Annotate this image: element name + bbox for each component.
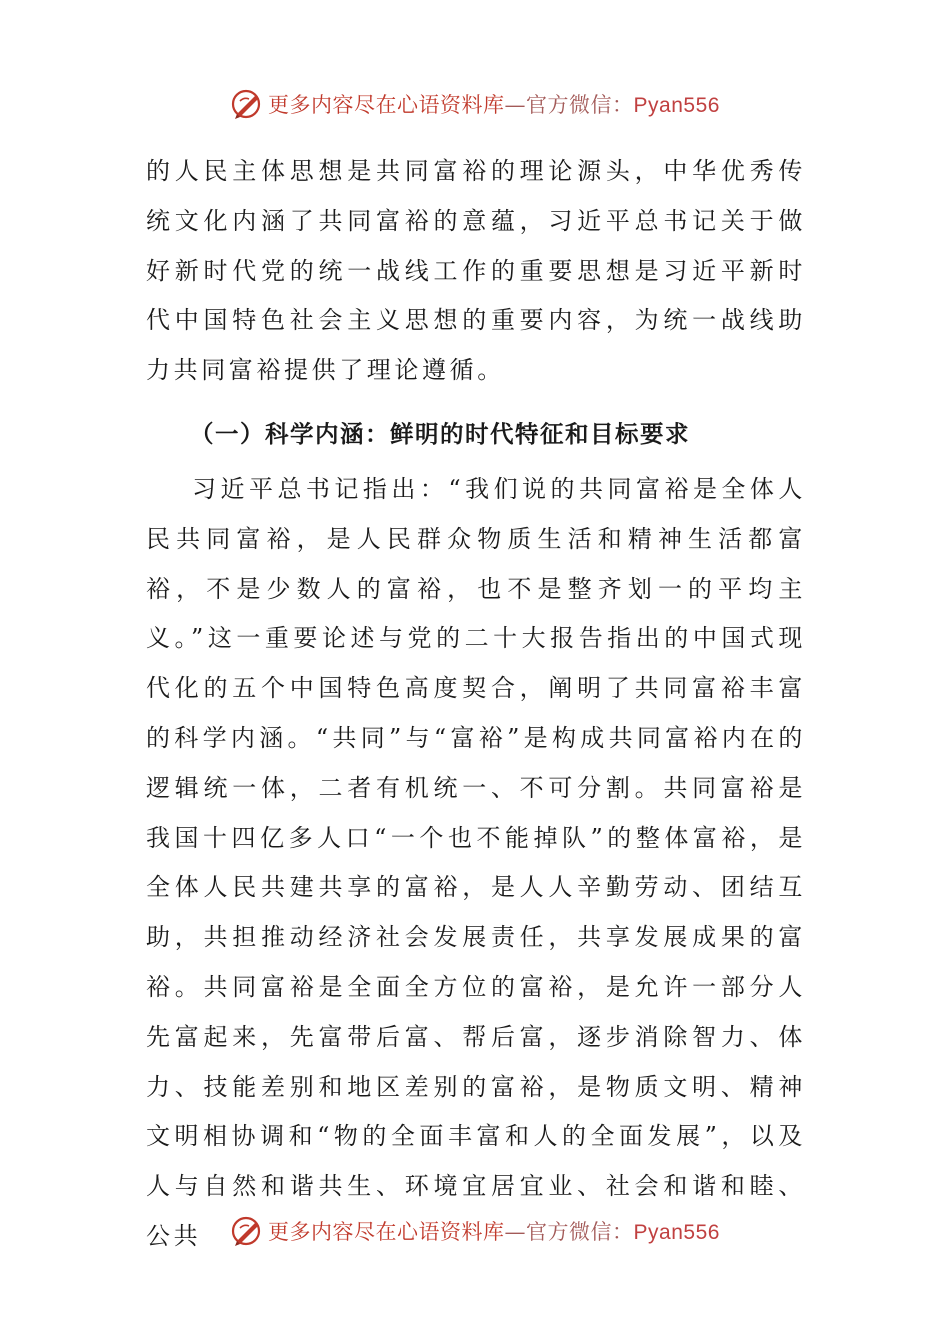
watermark-separator: — [504,93,527,117]
paragraph-1: 的人民主体思想是共同富裕的理论源头，中华优秀传统文化内涵了共同富裕的意蕴，习近平总书记关于做好新时代党的统一战线工作的重要思想是习近平新时代中国特色社会主义思想的重要内容，为统一战线助力共同富裕提供了理论遵循。 [146,157,806,385]
pen-logo-icon [230,1214,264,1248]
document-body [146,147,806,1262]
watermark-wechat-label: 官方微信： [526,1220,634,1244]
watermark-wechat-id: Pyan556 [633,1221,720,1244]
watermark-text: 更多内容尽在心语资料库 [268,1220,505,1244]
watermark-wechat-label: 官方微信： [526,93,634,117]
paragraph-2: 习近平总书记指出：“我们说的共同富裕是全体人民共同富裕，是人民群众物质生活和精神生活都富裕，不是少数人的富裕，也不是整齐划一的平均主义。”这一重要论述与党的二十大报告指出的中国式现代化的五个中国特色高度契合，阐明了共同富裕丰富的科学内涵。“共同”与“富裕”是构成共同富裕内在的逻辑统一体，二者有机统一、不可分割。共同富裕是我国十四亿多人口“一个也不能掉队”的整体富裕，是全体人民共建共享的富裕，是人人辛勤劳动、团结互助，共担推动经济社会发展责任，共享发展成果的富裕。共同富裕是全面全方位的富裕，是允许一部分人先富起来，先富带后富、帮后富，逐步消除智力、体力、技能差别和地区差别的富裕，是物质文明、精神文明相协调和“物的全面丰富和人的全面发展”，以及人与自然和谐共生、环境宜居宜业、社会和谐和睦、公共 [146,474,806,1250]
watermark-wechat-id: Pyan556 [633,94,720,117]
footer-watermark [0,1211,950,1251]
section-heading: （一）科学内涵：鲜明的时代特征和目标要求 [190,419,690,448]
header-watermark [0,84,950,124]
pen-logo-icon [230,87,264,121]
watermark-text: 更多内容尽在心语资料库 [268,93,505,117]
watermark-separator: — [504,1220,527,1244]
